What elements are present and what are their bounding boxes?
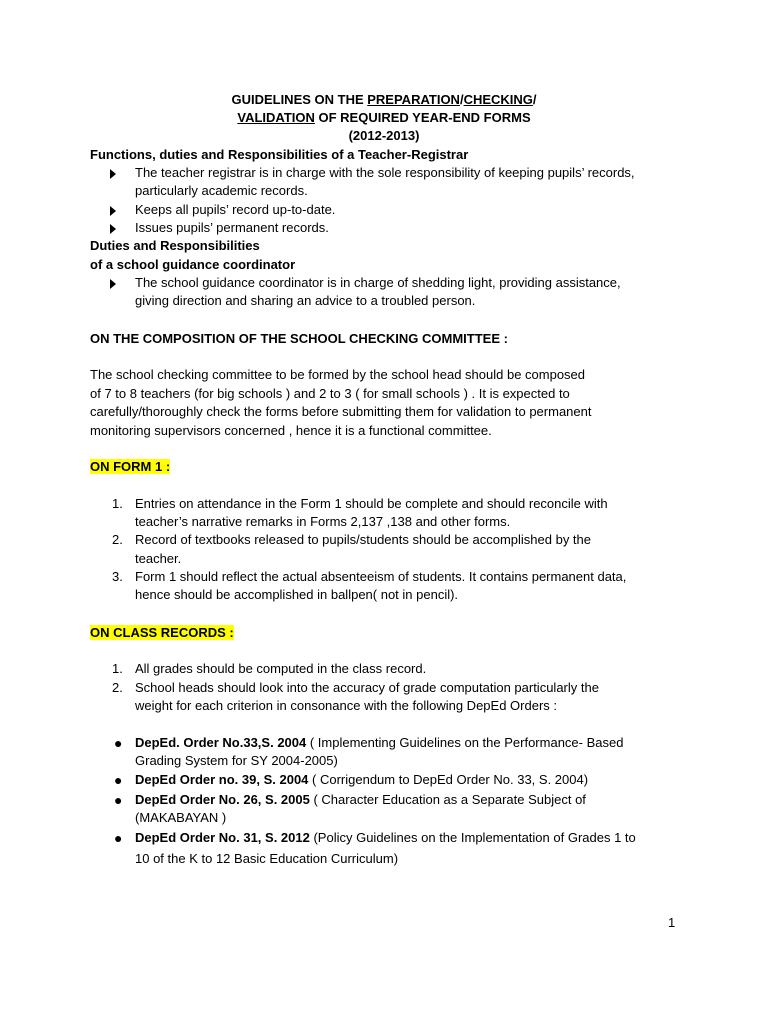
registrar-bullet-1: The teacher registrar is in charge with the sole responsibility of keeping pupils’ records, <box>135 165 635 180</box>
order-number: DepEd. Order No.33,S. 2004 <box>135 735 307 750</box>
title-year: (2012-2013) <box>348 128 420 143</box>
title-checking: CHECKING <box>463 92 533 107</box>
form1-item-1-cont: teacher’s narrative remarks in Forms 2,137 ,138 and other forms. <box>135 514 511 529</box>
title-preparation: PREPARATION <box>367 92 460 107</box>
bullet-dot-icon: ● <box>114 792 123 808</box>
bullet-dot-icon: ● <box>114 772 123 788</box>
title-line-1 <box>0 91 768 109</box>
committee-paragraph-line-2: of 7 to 8 teachers (for big schools ) and 2 to 3 ( for small schools ) . It is expected to <box>90 386 570 401</box>
order-number: DepEd Order no. 39, S. 2004 <box>135 772 309 787</box>
list-number: 2. <box>112 532 123 547</box>
class-records-heading-text: ON CLASS RECORDS : <box>90 625 234 640</box>
committee-paragraph-line-4: monitoring supervisors concerned , hence it is a functional committee. <box>90 423 492 438</box>
order-description: ( Character Education as a Separate Subject of <box>309 792 586 807</box>
guidance-heading-2: of a school guidance coordinator <box>90 257 296 272</box>
registrar-bullet-1-cont: particularly academic records. <box>135 183 308 198</box>
order-item-1-cont: Grading System for SY 2004-2005) <box>135 753 338 768</box>
order-description: ( Implementing Guidelines on the Performance- Based <box>306 735 624 750</box>
class-records-heading <box>90 624 234 642</box>
order-item-4-cont: 10 of the K to 12 Basic Education Curriculum) <box>135 851 399 866</box>
form1-item-3-cont: hence should be accomplished in ballpen( not in pencil). <box>135 587 459 602</box>
title-slash: / <box>532 92 537 107</box>
order-item-3 <box>135 791 586 809</box>
title-line-2 <box>0 109 768 127</box>
committee-heading: ON THE COMPOSITION OF THE SCHOOL CHECKING COMMITTEE : <box>90 331 508 346</box>
bullet-arrow-icon <box>110 219 116 237</box>
title-validation: VALIDATION <box>237 110 315 125</box>
title-text: OF REQUIRED YEAR-END FORMS <box>314 110 531 125</box>
list-number: 1. <box>112 661 123 676</box>
title-text: GUIDELINES ON THE <box>231 92 368 107</box>
committee-paragraph-line-3: carefully/thoroughly check the forms before submitting them for validation to permanent <box>90 404 592 419</box>
order-item-3-cont: (MAKABAYAN ) <box>135 810 227 825</box>
title-slash: / <box>459 92 464 107</box>
registrar-bullet-3: Issues pupils’ permanent records. <box>135 220 329 235</box>
bullet-dot-icon: ● <box>114 830 123 846</box>
guidance-bullet-1: The school guidance coordinator is in charge of shedding light, providing assistance, <box>135 275 621 290</box>
order-description: ( Corrigendum to DepEd Order No. 33, S. 2004) <box>308 772 589 787</box>
bullet-arrow-icon <box>110 164 116 182</box>
class-records-item-2-cont: weight for each criterion in consonance with the following DepEd Orders : <box>135 698 557 713</box>
order-item-2 <box>135 771 588 789</box>
guidance-bullet-1-cont: giving direction and sharing an advice to a troubled person. <box>135 293 476 308</box>
list-number: 3. <box>112 569 123 584</box>
list-number: 2. <box>112 680 123 695</box>
form1-item-1: Entries on attendance in the Form 1 should be complete and should reconcile with <box>135 496 608 511</box>
guidance-heading-1: Duties and Responsibilities <box>90 238 260 253</box>
form1-heading-text: ON FORM 1 : <box>90 459 171 474</box>
bullet-dot-icon: ● <box>114 735 123 751</box>
class-records-item-1: All grades should be computed in the class record. <box>135 661 427 676</box>
form1-item-3: Form 1 should reflect the actual absenteeism of students. It contains permanent data, <box>135 569 627 584</box>
title-line-3 <box>0 127 768 145</box>
bullet-arrow-icon <box>110 201 116 219</box>
bullet-arrow-icon <box>110 274 116 292</box>
registrar-heading: Functions, duties and Responsibilities of a Teacher-Registrar <box>90 147 469 162</box>
form1-item-2: Record of textbooks released to pupils/students should be accomplished by the <box>135 532 591 547</box>
form1-heading <box>90 458 170 476</box>
order-item-4 <box>135 829 636 847</box>
order-number: DepEd Order No. 26, S. 2005 <box>135 792 310 807</box>
order-item-1 <box>135 734 623 752</box>
order-description: (Policy Guidelines on the Implementation of Grades 1 to <box>309 830 636 845</box>
list-number: 1. <box>112 496 123 511</box>
page-number: 1 <box>668 915 676 930</box>
committee-paragraph-line-1: The school checking committee to be formed by the school head should be composed <box>90 367 586 382</box>
form1-item-2-cont: teacher. <box>135 551 182 566</box>
class-records-item-2: School heads should look into the accuracy of grade computation particularly the <box>135 680 599 695</box>
order-number: DepEd Order No. 31, S. 2012 <box>135 830 310 845</box>
registrar-bullet-2: Keeps all pupils’ record up-to-date. <box>135 202 336 217</box>
